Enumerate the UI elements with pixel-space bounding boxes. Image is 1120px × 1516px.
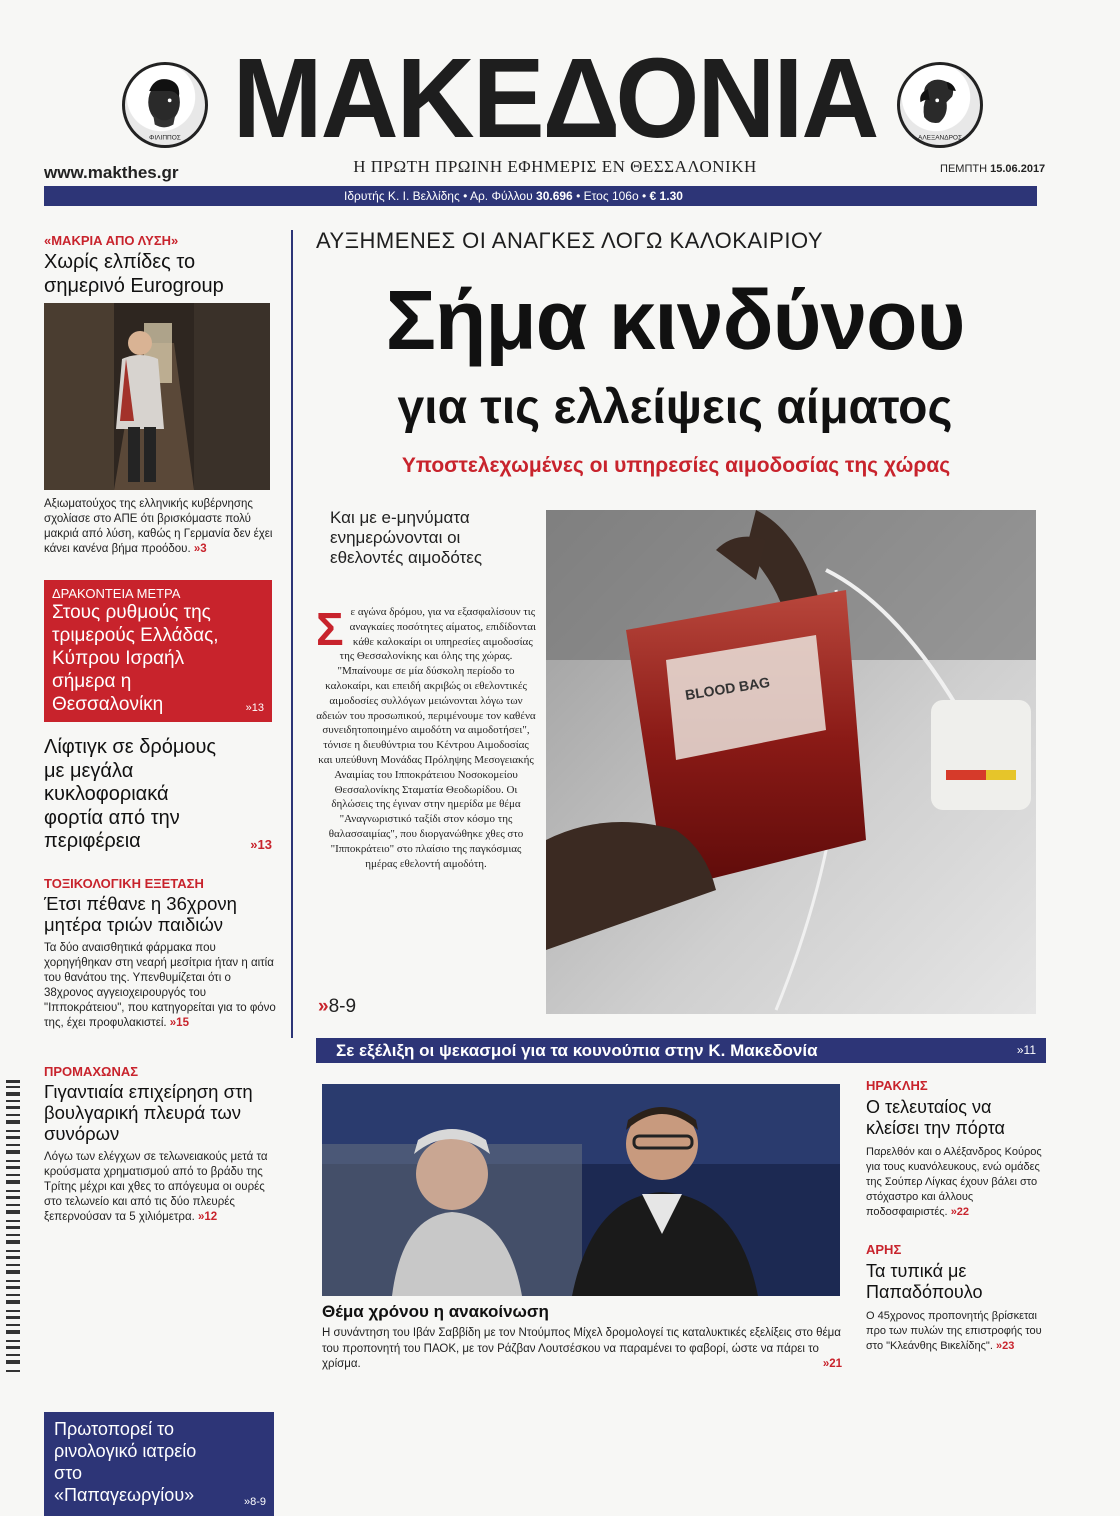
issue-day: ΠΕΜΠΤΗ xyxy=(940,163,988,175)
newspaper-logo[interactable]: ΜΑΚΕΔΟΝΙΑ xyxy=(232,33,878,161)
story-text: Ο 45χρονος προπονητής βρίσκεται προ των πυλών της επιστροφής του στο "Κλεάνθης Βικελίδης". xyxy=(866,1310,1042,1352)
minister-photo xyxy=(44,303,270,490)
lead-headline-line2[interactable]: για τις ελλείψεις αίματος xyxy=(397,381,953,434)
page-ref[interactable]: »13 xyxy=(250,837,272,852)
story-iraklis[interactable] xyxy=(866,1078,1046,1220)
story-text: Παρελθόν και ο Αλέξανδρος Κούρος για τους κυανόλευκους, ενώ ομάδες της Σούπερ Λίγκας έχουν βάλει στο στόχαστρο και άλλους ποδοσφαιριστές. xyxy=(866,1146,1042,1218)
story-kicker: ΠΡΟΜΑΧΩΝΑΣ xyxy=(44,1064,139,1079)
banner-text[interactable]: Σε εξέλιξη οι ψεκασμοί για τα κουνούπια στην Κ. Μακεδονία xyxy=(336,1041,818,1060)
alexander-coin-icon xyxy=(897,62,983,148)
page-ref[interactable]: »12 xyxy=(198,1211,218,1223)
page-ref[interactable]: »8-9 xyxy=(243,1496,266,1508)
info-issue-number: 30.696 xyxy=(536,189,573,203)
issue-date xyxy=(940,163,1045,175)
svg-text:BLOOD BAG: BLOOD BAG xyxy=(683,673,771,703)
lead-body xyxy=(316,605,536,871)
lead-page-ref[interactable]: »8-9 xyxy=(318,996,357,1017)
bottom-story-text: Η συνάντηση του Ιβάν Σαββίδη με τον Ντούμπος Μίχελ δρομολογεί τις καταλυκτικές εξελίξεις στο θέμα του προπονητή του ΠΑΟΚ, με τον Ράζβαν Λουτσέσκου να παραμένει το φαβορί, ώστε να πάρει το χρίσμα. xyxy=(322,1327,841,1370)
page-ref[interactable]: »11 xyxy=(1016,1043,1036,1057)
lead-overline: ΑΥΞΗΜΕΝΕΣ ΟΙ ΑΝΑΓΚΕΣ ΛΟΓΩ ΚΑΛΟΚΑΙΡΙΟΥ xyxy=(316,228,824,253)
issue-info-bar xyxy=(44,186,1037,206)
paok-photo xyxy=(322,1084,840,1296)
info-price: € 1.30 xyxy=(649,189,683,203)
svg-text:ΑΛΕΞΑΝΔΡΟΣ: ΑΛΕΞΑΝΔΡΟΣ xyxy=(917,134,963,142)
story-kicker: ΔΡΑΚΟΝΤΕΙΑ ΜΕΤΡΑ xyxy=(52,586,181,601)
story-title[interactable]: Στους ρυθμούς της τριμερούς Ελλάδας, Κύπρου Ισραήλ σήμερα η Θεσσαλονίκη xyxy=(52,602,219,715)
svg-text:ΦΙΛΙΠΠΟΣ: ΦΙΛΙΠΠΟΣ xyxy=(149,134,181,142)
page-ref[interactable]: »15 xyxy=(169,1017,189,1029)
lead-pages[interactable]: 8-9 xyxy=(328,996,357,1017)
column-divider xyxy=(291,230,293,1038)
story-title[interactable]: Τα τυπικά με Παπαδόπουλο xyxy=(866,1261,983,1302)
masthead xyxy=(0,0,1120,215)
bottom-story-title[interactable]: Θέμα χρόνου η ανακοίνωση xyxy=(322,1302,549,1321)
info-year: • Ετος 106ο • xyxy=(576,189,647,203)
lead-headline[interactable]: Σήμα κινδύνου xyxy=(385,273,965,367)
lead-subhead: Υποστελεχωμένες οι υπηρεσίες αιμοδοσίας της χώρας xyxy=(401,454,951,477)
page-ref[interactable]: »13 xyxy=(245,702,264,714)
story-title[interactable]: Γιγαντιαία επιχείρηση στη βουλγαρική πλευρά των συνόρων xyxy=(44,1081,253,1144)
lead-paragraph-1: ε αγώνα δρόμου, για να εξασφαλίσουν τις αναγκαίες ποσότητες αίματος, επιδίδονται κάθε καλοκαίρι οι υπηρεσίες αιμοδοσίας της Θεσσαλονίκης και όλης της χώρας. xyxy=(339,606,536,663)
issue-date-value: 15.06.2017 xyxy=(990,163,1046,175)
story-text-wrap xyxy=(866,1145,1046,1220)
story-text-wrap xyxy=(44,941,276,1031)
story-title[interactable]: Λίφτιγκ σε δρόμους με μεγάλα κυκλοφοριακά φορτία από την περιφέρεια xyxy=(44,736,217,852)
website-link[interactable]: www.makthes.gr xyxy=(44,163,179,182)
story-kicker: ΤΟΞΙΚΟΛΟΓΙΚΗ ΕΞΕΤΑΣΗ xyxy=(44,876,204,891)
story-kicker: ΑΡΗΣ xyxy=(866,1242,902,1257)
story-aris[interactable] xyxy=(866,1242,1046,1354)
story-title[interactable]: Έτσι πέθανε η 36χρονη μητέρα τριών παιδιών xyxy=(44,893,237,935)
story-title[interactable]: Χωρίς ελπίδες το σημερινό Eurogroup xyxy=(44,251,224,297)
blood-bag-photo xyxy=(546,510,1036,1014)
story-eurogroup-text xyxy=(44,497,274,557)
story-title[interactable]: Ο τελευταίος να κλείσει την πόρτα xyxy=(866,1097,1005,1138)
story-kicker: ΗΡΑΚΛΗΣ xyxy=(866,1078,928,1093)
bottom-story-text-wrap xyxy=(322,1326,842,1373)
page-ref[interactable]: »23 xyxy=(995,1340,1015,1352)
page-ref[interactable]: »3 xyxy=(193,543,207,555)
story-title[interactable]: Πρωτοπορεί το ρινολογικό ιατρείο στο «Παπαγεωργίου» xyxy=(54,1419,197,1505)
story-text-wrap xyxy=(866,1309,1046,1354)
story-text: Τα δύο αναισθητικά φάρμακα που χορηγήθηκαν στη νεαρή μεσίτρια ήταν η αιτία του θανάτου της. Υπενθυμίζεται ότι ο 38χρονος αγγειοχειρουργός του "Ιπποκράτειου", που κατηγορείται για το φόνο της, έχει προφυλακιστεί. xyxy=(44,942,276,1029)
story-trilateral[interactable] xyxy=(44,580,272,722)
page-ref[interactable]: »21 xyxy=(822,1358,842,1370)
story-text: Λόγω των ελέγχων σε τελωνειακούς μετά τα κρούσματα χρηματισμού από το βράδυ της Τρίτης μέχρι και χθες το απόγευμα οι ουρές στο τελωνείο και από τις δύο πλευρές ξεπερνούσαν τα 5 χιλιόμετρα. xyxy=(44,1151,268,1223)
lead-paragraph-2: "Μπαίνουμε σε μία δύσκολη περίοδο το καλοκαίρι, και επειδή ακριβώς οι εθελοντικές αιμοδοσίες συλλόγων μειώνονται λόγω των αδειών του προσωπικού, περιμένουμε τον καθένα συνειδητοποιημένο αιμοδότη να αιμοδοτήσει", τόνισε η διευθύντρια του Κέντρου Αιμοδοσίας και υπεύθυνη Μονάδας Πρόληψης Μεσογειακής Αναιμίας του Ιπποκράτειου Νοσοκομείου Θεσσαλονίκης Σταματία Θεοδωρίδου. Οι δηλώσεις της έγιναν στην ημερίδα με θέμα "Αναγνωριστικό ταξίδι στον κόσμο της θαλασσαιμίας", που διοργανώθηκε χθες στο "Ιπποκράτειο" στο πλαίσιο της παγκόσμιας ημέρας εθελοντή αιμοδότη. xyxy=(316,665,536,870)
lead-standfirst: Και με e-μηνύματα ενημερώνονται οι εθελοντές αιμοδότες xyxy=(330,508,483,567)
story-roads[interactable] xyxy=(44,736,276,852)
tagline: Η ΠΡΩΤΗ ΠΡΩΙΝΗ ΕΦΗΜΕΡΙΣ ΕΝ ΘΕΣΣΑΛΟΝΙΚΗ xyxy=(353,157,757,176)
story-toxicology[interactable] xyxy=(44,876,276,1031)
philip-coin-icon xyxy=(122,62,208,148)
story-text: Αξιωματούχος της ελληνικής κυβέρνησης σχολίασε στο ΑΠΕ ότι βρισκόμαστε πολύ μακριά από λύση, καθώς η Γερμανία δεν έχει κάνει κανένα βήμα προόδου. xyxy=(44,498,273,555)
story-ent-clinic[interactable] xyxy=(44,1412,274,1516)
story-eurogroup[interactable] xyxy=(44,233,284,298)
lead-dropcap: Σ xyxy=(316,603,344,655)
mosquito-banner[interactable] xyxy=(316,1038,1046,1063)
info-founder: Ιδρυτής Κ. Ι. Βελλίδης • Αρ. Φύλλου xyxy=(344,189,533,203)
story-text-wrap xyxy=(44,1150,276,1225)
page-ref[interactable]: »22 xyxy=(950,1206,970,1218)
story-promachonas[interactable] xyxy=(44,1064,276,1225)
story-kicker: «ΜΑΚΡΙΑ ΑΠΟ ΛΥΣΗ» xyxy=(44,233,179,248)
barcode-icon xyxy=(4,1080,24,1380)
